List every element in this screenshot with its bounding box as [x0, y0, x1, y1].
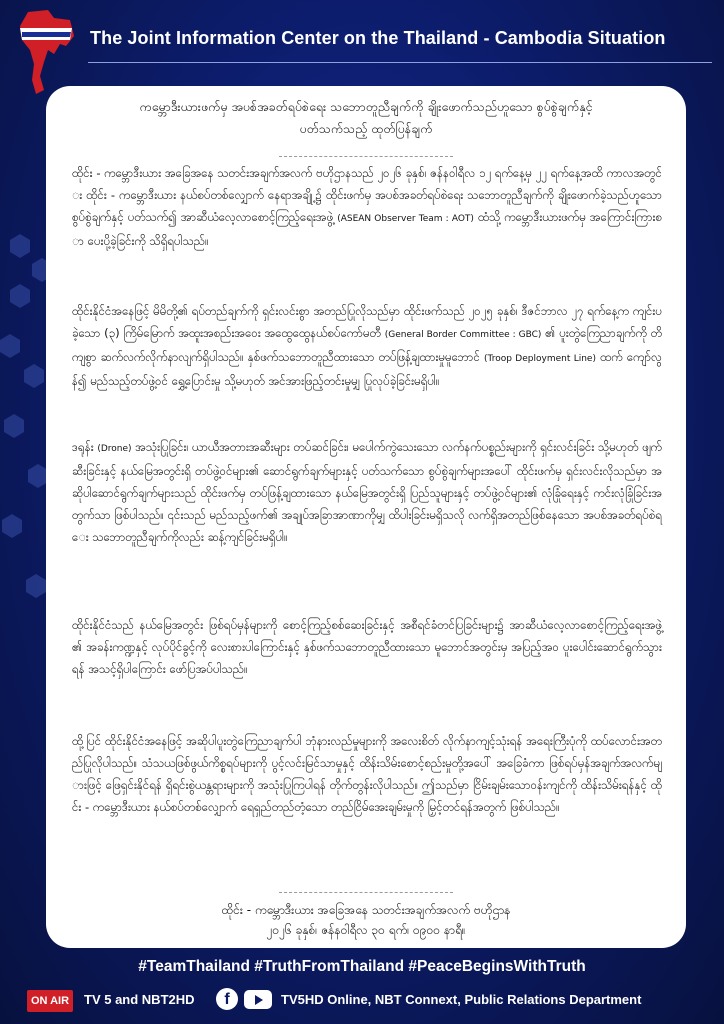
paragraph-3-text: ဒရုန်း [72, 440, 94, 454]
statement-footer [46, 900, 686, 940]
paragraph-5 [72, 730, 662, 818]
issue-date: ၂၀၂၆ ခုနှစ်၊ ဇန်နဝါရီလ ၃၀ ရက်၊ ၀၉၀၀ နာရီ။ [266, 923, 466, 937]
top-divider [279, 156, 453, 157]
statement-card [46, 86, 686, 948]
paragraph-3-text-after: အသုံးပြုခြင်း၊ ယာယီအတားအဆီးများ တပ်ဆင်ခြင်း၊ မပေါက်ကွဲသေးသော လက်နက်ပစ္စည်းများကို ရှင်းလင်းခြင်း သို့မဟုတ် ဖျက်ဆီးခြင်းနှင့် နယ်မြေအတွင်းရှိ တပ်ဖွဲ့ဝင်များ၏ ဆောင်ရွက်ချက်များနှင့် ပတ်သက်သော စွပ်စွဲချက်များအပေါ် ထိုင်းဖက်မှ ရှင်းလင်းလိုသည်မှာ အဆိုပါဆောင်ရွက်ချက်များသည် ထိုင်းဖက်မှ တပ်ဖြန့်ချထားသော နယ်မြေအတွင်းရှိ ပြည်သူများနှင့် တပ်ဖွဲ့ဝင်များ၏ လုံခြုံရေးနှင့် ကင်းလုံခြုံခြင်းအတွက်သာ ဖြစ်ပါသည်။ ၎င်းသည် မည်သည့်ဖက်၏ အချုပ်အခြာအာဏာကိုမျှ ထိပါးခြင်းမရှိသလို လက်ရှိအတည်ဖြစ်နေသော အပစ်အခတ်ရပ်စဲရေး သဘောတူညီချက်ကိုလည်း ဆန့်ကျင်ခြင်းမရှိပါ။ [72, 440, 663, 544]
statement-title-line-2: ပတ်သက်သည့် ထုတ်ပြန်ချက် [299, 121, 433, 136]
paragraph-2-text-after: ၏ ပူးတွဲကြေညာချက်ကို တိကျစွာ ဆက်လက်လိုက်နာလျက်ရှိပါသည်။ နှစ်ဖက်သဘောတူညီထားသော တပ်ဖြန့်ချထားမှုမူဘောင် [72, 326, 662, 364]
bottom-bar [0, 982, 724, 1024]
paragraph-5-text: ထို့ပြင် ထိုင်းနိုင်ငံအနေဖြင့် အဆိုပါပူးတွဲကြေညာချက်ပါ ဘုံနားလည်မှုများကို အလေးစိတ် လိုက်နာကျင့်သုံးရန် အရေးကြီးပုံကို ထပ်လောင်းအတည်ပြုလိုပါသည်။ သံသယဖြစ်ဖွယ်ကိစ္စရပ်များကို ပွင့်လင်းမြင်သာမှုနှင့် ထိန်းသိမ်းစောင့်စည်းမှုတို့အပေါ် အခြေခံကာ ဖြစ်ရပ်မှန်အချက်အလက်များဖြင့် ဖြေရှင်းနိုင်ရန် ရှိရင်းစွဲယန္တရားများကို အသုံးပြုကြပါရန် တိုက်တွန်းလိုပါသည်။ ဤသည်မှာ ငြိမ်းချမ်းသောဝန်းကျင်ကို ထိန်းသိမ်းရန်နှင့် ထိုင်း - ကမ္ဘောဒီးယား နယ်စပ်တစ်လျှောက် ရေရှည်တည်တံ့သော တည်ငြိမ်အေးချမ်းမှုကို မြှင့်တင်ရန်အတွက် ဖြစ်ပါသည်။ [72, 734, 662, 814]
facebook-icon[interactable]: f [216, 988, 238, 1010]
paragraph-4-text: ထိုင်းနိုင်ငံသည် နယ်မြေအတွင်း ဖြစ်ရပ်မှန်များကို စောင့်ကြည့်စစ်ဆေးခြင်းနှင့် အစီရင်ခံတင်ပြခြင်းများ၌ အာဆီယံလေ့လာစောင့်ကြည့်ရေးအဖွဲ့၏ အခန်းကဏ္ဍနှင့် လုပ်ပိုင်ခွင့်ကို လေးစားပါကြောင်းနှင့် နှစ်ဖက်သဘောတူညီထားသော မူဘောင်အတွင်းမှ အပြည့်အဝ ပူးပေါင်းဆောင်ရွက်သွားရန် အသင့်ရှိပါကြောင်း ဖော်ပြအပ်ပါသည်။ [72, 618, 662, 676]
statement-title [46, 96, 686, 140]
paragraph-2-english: (General Border Committee : GBC) [384, 330, 542, 340]
paragraph-1-text-after: ထံသို့ ကမ္ဘောဒီးယားဖက်မှ အကြောင်းကြားစာ ပေးပို့ခဲ့ခြင်းကို သိရှိရပါသည်။ [72, 210, 663, 248]
on-air-badge: ON AIR [27, 990, 73, 1012]
paragraph-1-text: ထိုင်း - ကမ္ဘောဒီးယား အခြေအနေ သတင်းအချက်အလက် ဗဟိုဌာနသည် ၂၀၂၆ ခုနှစ်၊ ဇန်နဝါရီလ ၁၂ ရက်နေ့မှ ၂၂ ရက်နေ့အထိ ကာလအတွင်း ထိုင်း - ကမ္ဘောဒီးယား နယ်စပ်တစ်လျှောက် နေရာအချို့၌ ထိုင်းဖက်မှ အပစ်အခတ်ရပ်စဲရေး သဘောတူညီချက်ကို ချိုးဖောက်ခဲ့သည်ဟူသော စွပ်စွဲချက်နှင့် ပတ်သက်၍ အာဆီယံလေ့လာစောင့်ကြည့်ရေးအဖွဲ့ [72, 166, 662, 224]
hashtags: #TeamThailand #TruthFromThailand #PeaceBeginsWithTruth [138, 958, 586, 975]
paragraph-3 [72, 436, 662, 548]
statement-title-line-1: ကမ္ဘောဒီးယားဖက်မှ အပစ်အခတ်ရပ်စဲရေး သဘောတူညီချက်ကို ချိုးဖောက်သည်ဟူသော စွပ်စွဲချက်နှင့် [139, 99, 593, 114]
header-title: The Joint Information Center on the Thailand - Cambodia Situation [90, 28, 666, 48]
youtube-icon[interactable] [244, 990, 272, 1009]
header [0, 0, 724, 68]
bottom-divider [279, 892, 453, 893]
header-divider [88, 62, 712, 63]
paragraph-2 [72, 300, 662, 392]
issuer-name: ထိုင်း - ကမ္ဘောဒီးယား အခြေအနေ သတင်းအချက်အလက် ဗဟိုဌာန [221, 903, 511, 917]
paragraph-1-english: (ASEAN Observer Team : AOT) [337, 214, 474, 224]
tv-channels: TV 5 and NBT2HD [84, 992, 195, 1007]
online-channels: TV5HD Online, NBT Connext, Public Relations Department [281, 992, 642, 1007]
paragraph-1 [72, 162, 662, 252]
thailand-flag-map-icon [14, 6, 76, 96]
paragraph-2-text: ထိုင်းနိုင်ငံအနေဖြင့် မိမိတို့၏ ရပ်တည်ချက်ကို ရှင်းလင်းစွာ အတည်ပြုလိုသည်မှာ ထိုင်းဖက်သည် ၂၀၂၅ ခုနှစ်၊ ဒီဇင်ဘာလ ၂၇ ရက်နေ့က ကျင်းပခဲ့သော (၃) ကြိမ်မြောက် အထူးအစည်းအဝေး အထွေထွေနယ်စပ်ကော်မတီ [72, 304, 662, 340]
paragraph-2-text-after-2: ထက် ကျော်လွန်၍ မည်သည့်တပ်ဖွဲ့ဝင် ရွှေ့ပြောင်းမှု သို့မဟုတ် အင်အားဖြည့်တင်းမှုမျှ ပြုလုပ်ခဲ့ခြင်းမရှိပါ။ [72, 350, 662, 388]
paragraph-3-english: (Drone) [97, 444, 132, 454]
paragraph-2-english-2: (Troop Deployment Line) [484, 354, 596, 364]
paragraph-4 [72, 614, 662, 680]
